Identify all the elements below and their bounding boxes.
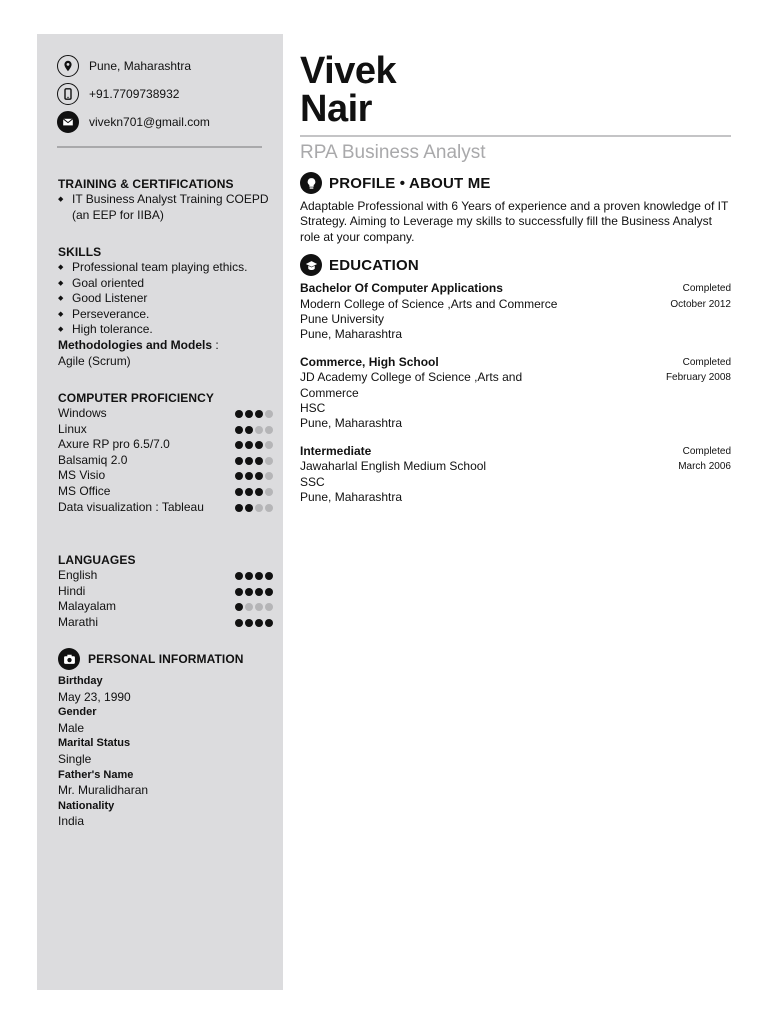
contact-phone-text: +91.7709738932 (89, 87, 180, 101)
languages-section (58, 552, 273, 630)
computer-name: Axure RP pro 6.5/7.0 (58, 437, 170, 452)
rating-dot-filled (265, 619, 273, 627)
rating-dot-empty (255, 426, 263, 434)
last-name: Nair (300, 88, 372, 130)
rating-dot-filled (245, 488, 253, 496)
education-entry-row (300, 444, 731, 506)
computer-row (58, 406, 273, 422)
rating-dot-filled (245, 572, 253, 580)
education-degree: Intermediate (300, 443, 372, 458)
skills-list (58, 260, 273, 338)
skills-section (58, 244, 273, 369)
graduation-cap-icon (300, 254, 322, 276)
languages-row (58, 615, 273, 631)
methodologies-label: Methodologies and Models (58, 337, 213, 352)
computer-name: Balsamiq 2.0 (58, 452, 128, 467)
sidebar (37, 34, 283, 990)
education-status-block (678, 444, 731, 506)
computer-name: MS Office (58, 483, 111, 498)
education-details (300, 355, 570, 432)
rating-dots (235, 488, 273, 496)
education-entry (300, 281, 731, 343)
personal-field-value: India (58, 814, 85, 829)
computer-row (58, 422, 273, 438)
rating-dot-filled (235, 441, 243, 449)
rating-dot-filled (235, 619, 243, 627)
contact-block (57, 52, 267, 136)
methodologies-line (58, 338, 273, 354)
sidebar-divider (57, 146, 262, 148)
contact-location-text: Pune, Maharashtra (89, 59, 192, 73)
education-line: SSC (300, 474, 325, 489)
rating-dot-filled (255, 457, 263, 465)
header-divider (300, 135, 731, 137)
computer-row (58, 484, 273, 500)
personal-field-value: May 23, 1990 (58, 689, 131, 704)
education-status-block (666, 355, 731, 432)
computer-name: MS Visio (58, 468, 106, 483)
skill-item: ◆ High tolerance. (58, 322, 273, 338)
rating-dot-empty (265, 603, 273, 611)
education-line: Pune, Maharashtra (300, 490, 403, 505)
rating-dot-empty (265, 410, 273, 418)
education-entry (300, 444, 731, 506)
rating-dot-filled (245, 504, 253, 512)
lightbulb-icon (300, 172, 322, 194)
profile-header (300, 171, 731, 195)
email-icon (57, 111, 79, 133)
computer-row (58, 500, 273, 516)
contact-location (57, 52, 267, 80)
personal-list (58, 674, 273, 830)
rating-dots (235, 504, 273, 512)
rating-dot-empty (265, 472, 273, 480)
contact-email-text: vivekn701@gmail.com (89, 115, 210, 129)
computer-section (58, 390, 273, 515)
education-entry (300, 355, 731, 432)
contact-phone (57, 80, 267, 108)
education-status: Completed (682, 283, 731, 295)
languages-title: LANGUAGES (58, 553, 136, 567)
skill-item: ◆ Perseverance. (58, 307, 273, 323)
skill-item: ◆ Good Listener (58, 291, 273, 307)
rating-dot-filled (265, 572, 273, 580)
education-status: Completed (682, 445, 731, 457)
rating-dot-filled (235, 426, 243, 434)
rating-dot-empty (265, 504, 273, 512)
education-details (300, 281, 570, 343)
rating-dot-filled (235, 504, 243, 512)
personal-field-value: Single (58, 751, 92, 766)
education-date: February 2008 (665, 372, 731, 384)
skill-item: ◆ Goal oriented (58, 276, 273, 292)
personal-field-value: Mr. Muralidharan (58, 783, 149, 798)
education-date: March 2006 (678, 461, 731, 473)
languages-name: Malayalam (58, 599, 117, 614)
education-line: Jawaharlal English Medium School (300, 459, 487, 474)
rating-dots (235, 619, 273, 627)
profile-text: Adaptable Professional with 6 Years of experience and a proven knowledge of IT Strategy. Aiming to Leverage my skills to successfully fill the Business Analyst role at your company. (300, 199, 729, 244)
education-entry-row (300, 281, 731, 343)
computer-list (58, 406, 273, 515)
rating-dot-filled (255, 488, 263, 496)
education-status-block (670, 281, 731, 343)
skills-title: SKILLS (58, 245, 102, 259)
education-title: EDUCATION (329, 256, 419, 274)
first-name: Vivek (300, 50, 397, 92)
training-list (58, 192, 273, 223)
skill-item: ◆ Professional team playing ethics. (58, 260, 273, 276)
personal-title: PERSONAL INFORMATION (88, 652, 244, 666)
languages-row (58, 584, 273, 600)
rating-dots (235, 603, 273, 611)
rating-dot-empty (245, 603, 253, 611)
computer-title: COMPUTER PROFICIENCY (58, 391, 215, 405)
education-date: October 2012 (670, 298, 731, 310)
training-title: TRAINING & CERTIFICATIONS (58, 177, 234, 191)
location-pin-icon (57, 55, 79, 77)
rating-dot-empty (265, 488, 273, 496)
personal-field-label: Nationality (58, 799, 115, 812)
methodologies-value: Agile (Scrum) (58, 353, 131, 368)
languages-name: Hindi (58, 583, 86, 598)
personal-field-label: Birthday (58, 675, 103, 687)
job-title: RPA Business Analyst (300, 142, 486, 163)
education-entry-row (300, 355, 731, 432)
education-line: Pune, Maharashtra (300, 416, 403, 431)
rating-dot-filled (235, 603, 243, 611)
rating-dot-empty (255, 603, 263, 611)
rating-dot-filled (255, 572, 263, 580)
languages-list (58, 568, 273, 630)
personal-section (58, 648, 273, 830)
education-line: HSC (300, 401, 326, 416)
training-item: ◆ IT Business Analyst Training COEPD (an EEP for IIBA) (58, 192, 273, 223)
rating-dots (235, 426, 273, 434)
contact-email (57, 108, 267, 136)
rating-dot-empty (265, 426, 273, 434)
rating-dot-filled (235, 488, 243, 496)
phone-icon (57, 83, 79, 105)
rating-dots (235, 457, 273, 465)
education-line: JD Academy College of Science ,Arts and Commerce (300, 370, 523, 400)
languages-row (58, 568, 273, 584)
education-line: Pune, Maharashtra (300, 327, 403, 342)
personal-field-label: Gender (58, 706, 97, 719)
rating-dots (235, 572, 273, 580)
rating-dot-filled (235, 472, 243, 480)
personal-header (58, 648, 273, 670)
methodologies-colon: : (212, 337, 219, 352)
rating-dot-filled (235, 572, 243, 580)
rating-dot-filled (255, 472, 263, 480)
education-header (300, 253, 731, 277)
rating-dot-filled (245, 619, 253, 627)
education-degree: Bachelor Of Computer Applications (300, 281, 503, 296)
rating-dot-filled (255, 410, 263, 418)
education-details (300, 444, 570, 506)
rating-dot-filled (265, 588, 273, 596)
rating-dot-filled (245, 588, 253, 596)
rating-dot-empty (265, 441, 273, 449)
rating-dot-empty (255, 504, 263, 512)
rating-dots (235, 441, 273, 449)
languages-name: Marathi (58, 614, 99, 629)
rating-dot-filled (255, 619, 263, 627)
computer-name: Data visualization : Tableau (58, 499, 204, 514)
rating-dots (235, 472, 273, 480)
rating-dot-filled (245, 426, 253, 434)
education-list (300, 281, 731, 505)
computer-name: Linux (58, 421, 87, 436)
personal-field-value: Male (58, 720, 85, 735)
rating-dot-filled (235, 457, 243, 465)
training-section (58, 176, 273, 223)
personal-field-label: Marital Status (58, 737, 131, 750)
main-content (300, 48, 731, 506)
computer-row (58, 453, 273, 469)
rating-dot-filled (245, 457, 253, 465)
profile-title: PROFILE • ABOUT ME (329, 174, 491, 192)
education-degree: Commerce, High School (300, 354, 439, 369)
computer-name: Windows (58, 406, 107, 420)
rating-dot-empty (265, 457, 273, 465)
camera-icon (58, 648, 80, 670)
rating-dot-filled (235, 588, 243, 596)
rating-dot-filled (245, 441, 253, 449)
education-line: Modern College of Science ,Arts and Commerce (300, 296, 558, 311)
rating-dots (235, 588, 273, 596)
education-line: Pune University (300, 312, 385, 327)
computer-row (58, 437, 273, 453)
rating-dot-filled (245, 410, 253, 418)
rating-dot-filled (235, 410, 243, 418)
computer-row (58, 468, 273, 484)
rating-dot-filled (255, 588, 263, 596)
rating-dots (235, 410, 273, 418)
rating-dot-filled (245, 472, 253, 480)
rating-dot-filled (255, 441, 263, 449)
personal-field-label: Father's Name (58, 768, 134, 781)
languages-name: English (58, 568, 98, 582)
languages-row (58, 599, 273, 615)
education-status: Completed (682, 356, 731, 368)
